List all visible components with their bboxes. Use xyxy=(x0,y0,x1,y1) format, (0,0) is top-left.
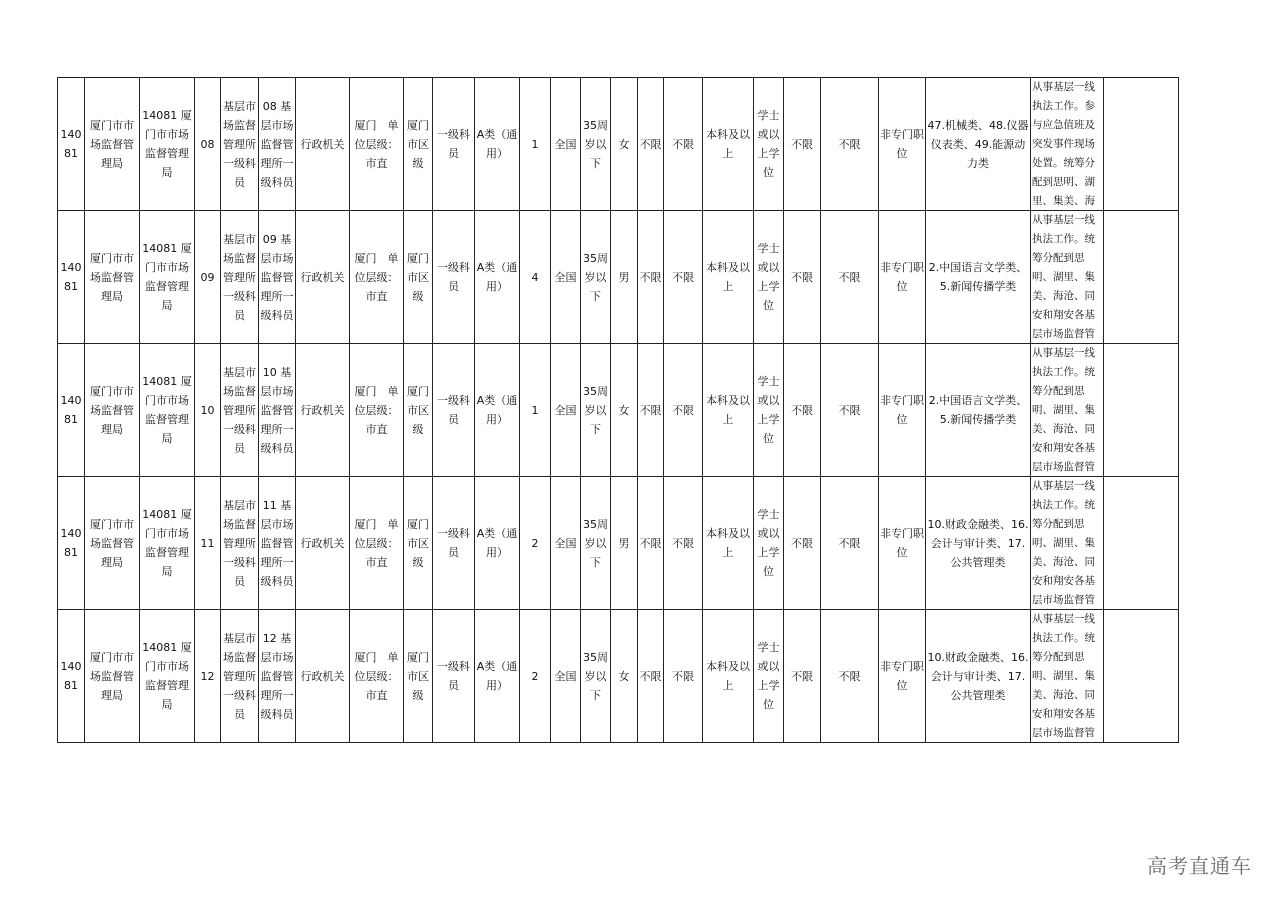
unit-code-cell: 14081 xyxy=(58,610,85,743)
position-seq-cell: 11 xyxy=(195,477,221,610)
unit-name-cell: 厦门市市场监督管理局 xyxy=(85,78,140,211)
position-seq-cell: 08 xyxy=(195,78,221,211)
major-cell: 47.机械类、48.仪器仪表类、49.能源动力类 xyxy=(926,78,1031,211)
ethnicity-cell: 不限 xyxy=(638,610,664,743)
other-req-cell: 不限 xyxy=(821,610,879,743)
experience-cell: 不限 xyxy=(784,477,821,610)
gender-cell: 男 xyxy=(611,477,638,610)
remark-cell xyxy=(1031,610,1104,743)
major-cell: 10.财政金融类、16.会计与审计类、17.公共管理类 xyxy=(926,477,1031,610)
unit-type-cell: 行政机关 xyxy=(296,610,350,743)
area-cell: 厦门市区级 xyxy=(404,477,433,610)
age-cell: 35周岁以下 xyxy=(581,610,611,743)
remark-text: 从事基层一线执法工作。统筹分配到思明、湖里、集美、海沧、同安和翔安各基层市场监督管 xyxy=(1032,214,1095,340)
politics-cell: 不限 xyxy=(664,477,703,610)
unit-code-cell: 14081 xyxy=(58,477,85,610)
position-category-cell: 非专门职位 xyxy=(879,344,926,477)
area-cell: 厦门市区级 xyxy=(404,78,433,211)
degree-cell: 学士或以上学位 xyxy=(754,610,784,743)
position-code-unit-cell: 14081 厦门市市场监督管理局 xyxy=(140,78,195,211)
area-cell: 厦门市区级 xyxy=(404,344,433,477)
remark-text: 从事基层一线执法工作。统筹分配到思明、湖里、集美、海沧、同安和翔安各基层市场监督管 xyxy=(1032,613,1095,739)
scope-cell: 全国 xyxy=(551,610,581,743)
remark-text: 从事基层一线执法工作。参与应急值班及突发事件现场处置。统筹分配到思明、湖里、集美、海 xyxy=(1032,81,1095,207)
remark-text: 从事基层一线执法工作。统筹分配到思明、湖里、集美、海沧、同安和翔安各基层市场监督管 xyxy=(1032,347,1095,473)
remark-cell xyxy=(1031,344,1104,477)
other-req-cell: 不限 xyxy=(821,211,879,344)
unit-name-cell: 厦门市市场监督管理局 xyxy=(85,477,140,610)
gender-cell: 男 xyxy=(611,211,638,344)
politics-cell: 不限 xyxy=(664,610,703,743)
position-full-cell: 10 基层市场监督管理所一级科员 xyxy=(259,344,296,477)
unit-type-cell: 行政机关 xyxy=(296,344,350,477)
unit-level-cell: 厦门 单位层级：市直 xyxy=(350,78,404,211)
hire-count-cell: 1 xyxy=(520,78,551,211)
hire-count-cell: 1 xyxy=(520,344,551,477)
age-cell: 35周岁以下 xyxy=(581,78,611,211)
rank-cell: 一级科员 xyxy=(433,477,475,610)
other-req-cell: 不限 xyxy=(821,344,879,477)
table-row xyxy=(58,477,1179,610)
unit-code-cell: 14081 xyxy=(58,78,85,211)
exam-type-cell: A类（通用） xyxy=(475,344,520,477)
position-full-cell: 11 基层市场监督管理所一级科员 xyxy=(259,477,296,610)
ethnicity-cell: 不限 xyxy=(638,344,664,477)
position-name-cell: 基层市场监督管理所一级科员 xyxy=(221,610,259,743)
age-cell: 35周岁以下 xyxy=(581,211,611,344)
hire-count-cell: 2 xyxy=(520,477,551,610)
scope-cell: 全国 xyxy=(551,78,581,211)
exam-type-cell: A类（通用） xyxy=(475,211,520,344)
degree-cell: 学士或以上学位 xyxy=(754,344,784,477)
education-cell: 本科及以上 xyxy=(703,610,754,743)
unit-level-cell: 厦门 单位层级：市直 xyxy=(350,477,404,610)
age-cell: 35周岁以下 xyxy=(581,477,611,610)
position-code-unit-cell: 14081 厦门市市场监督管理局 xyxy=(140,211,195,344)
position-full-cell: 08 基层市场监督管理所一级科员 xyxy=(259,78,296,211)
scope-cell: 全国 xyxy=(551,344,581,477)
rank-cell: 一级科员 xyxy=(433,211,475,344)
exam-type-cell: A类（通用） xyxy=(475,610,520,743)
position-code-unit-cell: 14081 厦门市市场监督管理局 xyxy=(140,610,195,743)
table-row xyxy=(58,78,1179,211)
degree-cell: 学士或以上学位 xyxy=(754,78,784,211)
age-cell: 35周岁以下 xyxy=(581,344,611,477)
gender-cell: 女 xyxy=(611,344,638,477)
hire-count-cell: 4 xyxy=(520,211,551,344)
remark-cell xyxy=(1031,211,1104,344)
empty-cell xyxy=(1104,78,1179,211)
unit-level-cell: 厦门 单位层级：市直 xyxy=(350,211,404,344)
rank-cell: 一级科员 xyxy=(433,610,475,743)
other-req-cell: 不限 xyxy=(821,78,879,211)
unit-name-cell: 厦门市市场监督管理局 xyxy=(85,610,140,743)
recruitment-table xyxy=(57,77,1179,743)
gender-cell: 女 xyxy=(611,78,638,211)
major-cell: 10.财政金融类、16.会计与审计类、17.公共管理类 xyxy=(926,610,1031,743)
education-cell: 本科及以上 xyxy=(703,477,754,610)
politics-cell: 不限 xyxy=(664,211,703,344)
watermark-text: 高考直通车 xyxy=(1147,854,1252,878)
position-name-cell: 基层市场监督管理所一级科员 xyxy=(221,344,259,477)
politics-cell: 不限 xyxy=(664,78,703,211)
position-category-cell: 非专门职位 xyxy=(879,211,926,344)
position-full-cell: 12 基层市场监督管理所一级科员 xyxy=(259,610,296,743)
unit-code-cell: 14081 xyxy=(58,344,85,477)
scope-cell: 全国 xyxy=(551,477,581,610)
gender-cell: 女 xyxy=(611,610,638,743)
position-seq-cell: 12 xyxy=(195,610,221,743)
education-cell: 本科及以上 xyxy=(703,78,754,211)
unit-type-cell: 行政机关 xyxy=(296,211,350,344)
table-row xyxy=(58,610,1179,743)
politics-cell: 不限 xyxy=(664,344,703,477)
scope-cell: 全国 xyxy=(551,211,581,344)
position-category-cell: 非专门职位 xyxy=(879,78,926,211)
unit-type-cell: 行政机关 xyxy=(296,78,350,211)
empty-cell xyxy=(1104,211,1179,344)
unit-type-cell: 行政机关 xyxy=(296,477,350,610)
table-row xyxy=(58,211,1179,344)
empty-cell xyxy=(1104,344,1179,477)
position-name-cell: 基层市场监督管理所一级科员 xyxy=(221,211,259,344)
experience-cell: 不限 xyxy=(784,610,821,743)
degree-cell: 学士或以上学位 xyxy=(754,211,784,344)
ethnicity-cell: 不限 xyxy=(638,477,664,610)
unit-code-cell: 14081 xyxy=(58,211,85,344)
experience-cell: 不限 xyxy=(784,211,821,344)
unit-name-cell: 厦门市市场监督管理局 xyxy=(85,344,140,477)
hire-count-cell: 2 xyxy=(520,610,551,743)
empty-cell xyxy=(1104,610,1179,743)
ethnicity-cell: 不限 xyxy=(638,211,664,344)
unit-level-cell: 厦门 单位层级：市直 xyxy=(350,344,404,477)
position-category-cell: 非专门职位 xyxy=(879,610,926,743)
area-cell: 厦门市区级 xyxy=(404,211,433,344)
education-cell: 本科及以上 xyxy=(703,211,754,344)
position-name-cell: 基层市场监督管理所一级科员 xyxy=(221,78,259,211)
table-row xyxy=(58,344,1179,477)
unit-name-cell: 厦门市市场监督管理局 xyxy=(85,211,140,344)
position-code-unit-cell: 14081 厦门市市场监督管理局 xyxy=(140,477,195,610)
ethnicity-cell: 不限 xyxy=(638,78,664,211)
degree-cell: 学士或以上学位 xyxy=(754,477,784,610)
rank-cell: 一级科员 xyxy=(433,78,475,211)
remark-text: 从事基层一线执法工作。统筹分配到思明、湖里、集美、海沧、同安和翔安各基层市场监督管 xyxy=(1032,480,1095,606)
position-seq-cell: 10 xyxy=(195,344,221,477)
position-category-cell: 非专门职位 xyxy=(879,477,926,610)
other-req-cell: 不限 xyxy=(821,477,879,610)
unit-level-cell: 厦门 单位层级：市直 xyxy=(350,610,404,743)
position-full-cell: 09 基层市场监督管理所一级科员 xyxy=(259,211,296,344)
position-name-cell: 基层市场监督管理所一级科员 xyxy=(221,477,259,610)
experience-cell: 不限 xyxy=(784,78,821,211)
position-seq-cell: 09 xyxy=(195,211,221,344)
exam-type-cell: A类（通用） xyxy=(475,477,520,610)
major-cell: 2.中国语言文学类、5.新闻传播学类 xyxy=(926,211,1031,344)
rank-cell: 一级科员 xyxy=(433,344,475,477)
remark-cell xyxy=(1031,477,1104,610)
empty-cell xyxy=(1104,477,1179,610)
area-cell: 厦门市区级 xyxy=(404,610,433,743)
major-cell: 2.中国语言文学类、5.新闻传播学类 xyxy=(926,344,1031,477)
remark-cell xyxy=(1031,78,1104,211)
experience-cell: 不限 xyxy=(784,344,821,477)
exam-type-cell: A类（通用） xyxy=(475,78,520,211)
position-code-unit-cell: 14081 厦门市市场监督管理局 xyxy=(140,344,195,477)
education-cell: 本科及以上 xyxy=(703,344,754,477)
